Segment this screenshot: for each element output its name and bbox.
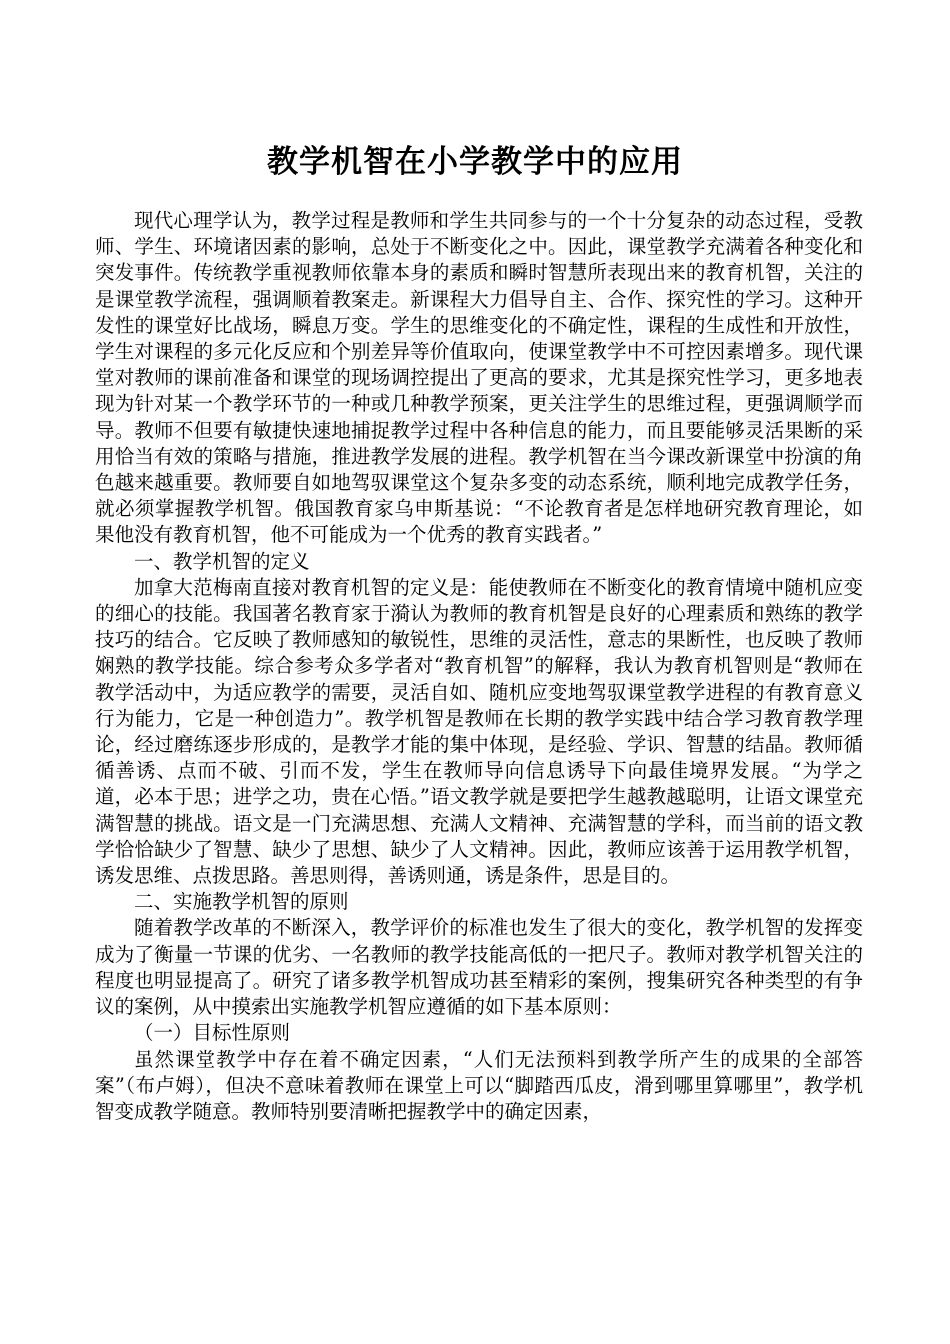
paragraph-definition: 加拿大范梅南直接对教育机智的定义是：能使教师在不断变化的教育情境中随机应变的细心的技能。我国著名教育家于漪认为教师的教育机智是良好的心理素质和熟练的教学技巧的结合。它反映了教师感知的敏锐性，思维的灵活性，意志的果断性，也反映了教师娴熟的教学技能。综合参考众多学者对“教育机智”的解释，我认为教育机智则是“教师在教学活动中，为适应教学的需要，灵活自如、随机应变地驾驭课堂教学进程的有教育意义行为能力，它是一种创造力”。教学机智是教师在长期的教学实践中结合学习教育教学理论，经过磨练逐步形成的，是教学才能的集中体现，是经验、学识、智慧的结晶。教师循循善诱、点而不破、引而不发，学生在教师导向信息诱导下向最佳境界发展。“为学之道，必本于思；进学之功，贵在心悟。”语文教学就是要把学生越教越聪明，让语文课堂充满智慧的挑战。语文是一门充满思想、充满人文精神、充满智慧的学科，而当前的语文教学恰恰缺少了智慧、缺少了思想、缺少了人文精神。因此，教师应该善于运用教学机智，诱发思维、点拨思路。善思则得，善诱则通，诱是条件，思是目的。 [95,575,863,888]
paragraph-intro: 现代心理学认为，教学过程是教师和学生共同参与的一个十分复杂的动态过程，受教师、学生、环境诸因素的影响，总处于不断变化之中。因此，课堂教学充满着各种变化和突发事件。传统教学重视教师依靠本身的素质和瞬时智慧所表现出来的教育机智，关注的是课堂教学流程，强调顺着教案走。新课程大力倡导自主、合作、探究性的学习。这种开发性的课堂好比战场，瞬息万变。学生的思维变化的不确定性，课程的生成性和开放性，学生对课程的多元化反应和个别差异等价值取向，使课堂教学中不可控因素增多。现代课堂对教师的课前准备和课堂的现场调控提出了更高的要求，尤其是探究性学习，更多地表现为针对某一个教学环节的一种或几种教学预案，更关注学生的思维过程，更强调顺学而导。教师不但要有敏捷快速地捕捉教学过程中各种信息的能力，而且要能够灵活果断的采用恰当有效的策略与措施，推进教学发展的进程。教学机智在当今课改新课堂中扮演的角色越来越重要。教师要自如地驾驭课堂这个复杂多变的动态系统，顺利地完成教学任务，就必须掌握教学机智。俄国教育家乌申斯基说：“不论教育者是怎样地研究教育理论，如果他没有教育机智，他不可能成为一个优秀的教育实践者。” [95,209,863,547]
section-heading-principles: 二、实施教学机智的原则 [134,890,349,914]
document-title: 教学机智在小学教学中的应用 [267,144,683,180]
paragraph-goal-principle: 虽然课堂教学中存在着不确定因素，“人们无法预料到教学所产生的成果的全部答案”（布卢姆），但决不意味着教师在课堂上可以“脚踏西瓜皮，滑到哪里算哪里”，教学机智变成教学随意。教师特别要清晰把握教学中的确定因素， [95,1047,863,1123]
paragraph-principles: 随着教学改革的不断深入，教学评价的标准也发生了很大的变化，教学机智的发挥变成为了衡量一节课的优劣、一名教师的教学技能高低的一把尺子。教师对教学机智关注的程度也明显提高了。研究了诸多教学机智成功甚至精彩的案例，搜集研究各种类型的有争议的案例，从中摸索出实施教学机智应遵循的如下基本原则： [95,916,863,1019]
section-heading-definition: 一、教学机智的定义 [134,549,310,573]
subsection-heading-goal-principle: （一）目标性原则 [134,1021,291,1045]
document-body [95,208,863,1125]
